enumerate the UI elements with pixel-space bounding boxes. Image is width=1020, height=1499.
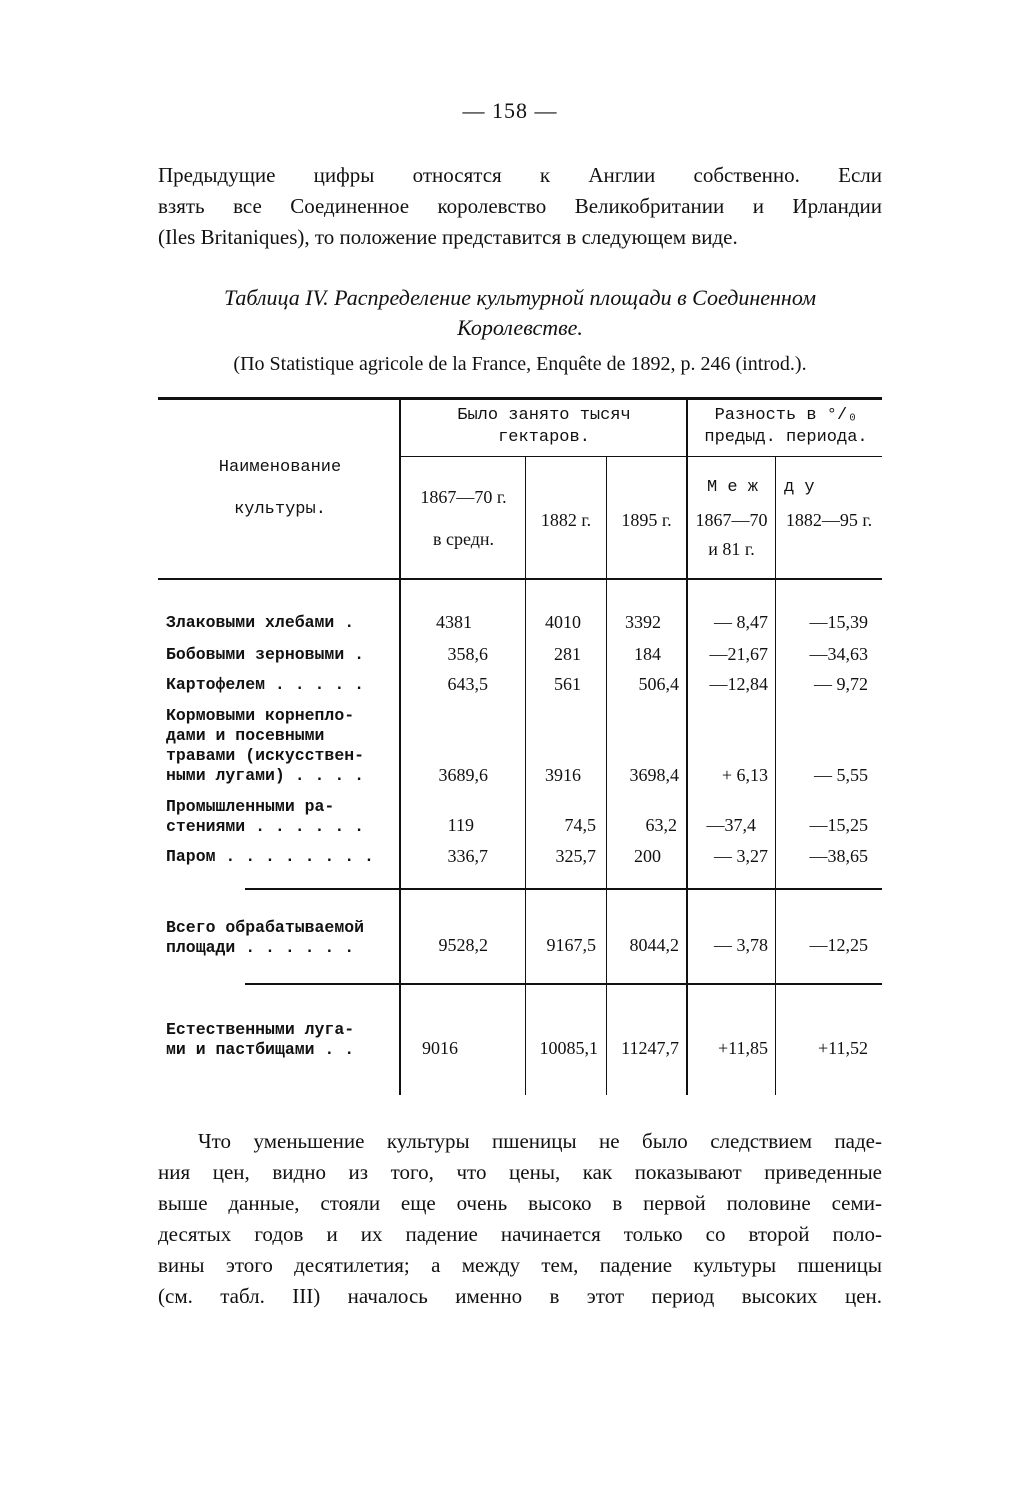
text-line: (см. табл. III) началось именно в этот период высоких цен. [158, 1284, 882, 1308]
text-line: десятых годов и их падение начинается только со второй поло- [158, 1222, 882, 1246]
cell-diff-1: — 3,78 [714, 935, 768, 955]
cell-1882: 74,5 [564, 815, 596, 835]
header-occupied-line1: Было занято тысяч [457, 406, 631, 425]
row-label: дами и посевными [166, 726, 325, 745]
cell-1895: 8044,2 [629, 935, 679, 955]
header-col4-line2: и 81 г. [708, 539, 755, 559]
cell-1895: 3698,4 [629, 765, 679, 785]
cell-1895: 200 [634, 846, 661, 866]
row-label: ными лугами) . . . . [166, 766, 365, 785]
table-top-rule [158, 397, 882, 400]
col-divider [686, 400, 688, 1095]
row-label: площади . . . . . . [166, 938, 355, 957]
cell-diff-2: — 9,72 [814, 674, 868, 694]
cell-1867: 358,6 [447, 644, 488, 664]
text-line: взять все Соединенное королевство Великобритании и Ирландии [158, 194, 882, 218]
header-subrule [400, 456, 882, 457]
cell-1867: 9016 [422, 1038, 458, 1058]
natural-rule [245, 983, 882, 985]
header-between-a: М е ж [706, 478, 758, 497]
text-line: ния цен, видно из того, что цены, как показывают приведенные [158, 1160, 882, 1184]
cell-diff-1: — 3,27 [714, 846, 768, 866]
row-label: Бобовыми зерновыми . [166, 645, 365, 664]
row-label: Картофелем . . . . . [166, 675, 365, 694]
cell-1867: 119 [447, 815, 474, 835]
cell-diff-2: —12,25 [809, 935, 868, 955]
cell-1867: 3689,6 [438, 765, 488, 785]
cell-1867: 9528,2 [438, 935, 488, 955]
cell-1882: 325,7 [555, 846, 596, 866]
cell-diff-2: +11,52 [818, 1038, 868, 1058]
header-col1-line1: 1867—70 г. [420, 487, 507, 507]
header-col5: 1882—95 г. [785, 510, 873, 530]
cell-diff-2: —15,25 [809, 815, 868, 835]
cell-diff-2: — 5,55 [814, 765, 868, 785]
cell-diff-1: —37,4 [706, 815, 756, 835]
header-col4-line1: 1867—70 [695, 510, 768, 530]
header-name-line2: культуры. [234, 500, 326, 519]
closing-paragraph [158, 1126, 882, 1312]
text-line: выше данные, стояли еще очень высоко в первой половине семи- [158, 1191, 882, 1215]
row-label: Всего обрабатываемой [166, 918, 365, 937]
text-line: Предыдущие цифры относятся к Англии собственно. Если [158, 163, 882, 187]
header-col1-line2: в средн. [432, 529, 495, 549]
row-label: ми и пастбищами . . [166, 1040, 355, 1059]
header-diff-line1: Разность в °/₀ [714, 406, 858, 425]
total-rule [245, 888, 882, 890]
cell-diff-1: + 6,13 [721, 765, 768, 785]
cell-1867: 336,7 [447, 846, 488, 866]
row-label: Естественными луга- [166, 1020, 355, 1039]
row-label: Кормовыми корнеплo- [166, 706, 355, 725]
row-label: стениями . . . . . . [166, 817, 365, 836]
page-number: — 158 — [462, 98, 558, 123]
row-label: Промышленными ра- [166, 797, 335, 816]
header-col2: 1882 г. [540, 510, 592, 530]
cell-1895: 506,4 [638, 674, 679, 694]
cell-diff-1: — 8,47 [714, 612, 768, 632]
cell-1895: 11247,7 [621, 1038, 679, 1058]
cell-1895: 184 [634, 644, 661, 664]
cell-1867: 643,5 [447, 674, 488, 694]
cell-1882: 9167,5 [546, 935, 596, 955]
cell-1882: 561 [554, 674, 581, 694]
table-source: (По Statistique agricole de la France, Enquête de 1892, p. 246 (introd.). [233, 353, 807, 375]
cell-diff-1: +11,85 [718, 1038, 768, 1058]
text-line: Что уменьшение культуры пшеницы не было следствием паде- [198, 1129, 882, 1153]
caption-line: Таблица IV. Распределение культурной площади в Соединенном [223, 285, 817, 310]
cell-diff-1: —21,67 [709, 644, 768, 664]
row-label: травами (искусствен- [166, 746, 365, 765]
cell-1895: 3392 [625, 612, 661, 632]
cell-1882: 281 [554, 644, 581, 664]
cell-1867: 4381 [436, 612, 472, 632]
caption-line: Королевстве. [457, 315, 583, 340]
header-diff-line2: предыд. периода. [704, 428, 868, 447]
cell-diff-2: —34,63 [809, 644, 868, 664]
cell-1882: 10085,1 [539, 1038, 598, 1058]
text-line: вины этого десятилетия; а между тем, падение культуры пшеницы [158, 1253, 882, 1277]
cell-1895: 63,2 [645, 815, 677, 835]
cell-diff-2: —15,39 [809, 612, 868, 632]
cell-diff-2: —38,65 [809, 846, 868, 866]
row-label: Паром . . . . . . . . [166, 847, 374, 866]
header-col3: 1895 г. [621, 510, 672, 530]
row-label: Злаковыми хлебами . [166, 613, 355, 632]
text-line: (Iles Britaniques), то положение представится в следующем виде. [158, 225, 738, 249]
header-occupied-line2: гектаров. [498, 428, 590, 447]
cell-1882: 3916 [545, 765, 581, 785]
cell-1882: 4010 [545, 612, 581, 632]
header-between-b: д у [784, 478, 815, 497]
intro-paragraph [158, 160, 882, 253]
table-caption [150, 283, 890, 343]
header-bottom-rule [158, 578, 882, 580]
header-name-line1: Наименование [218, 458, 342, 477]
cell-diff-1: —12,84 [709, 674, 768, 694]
